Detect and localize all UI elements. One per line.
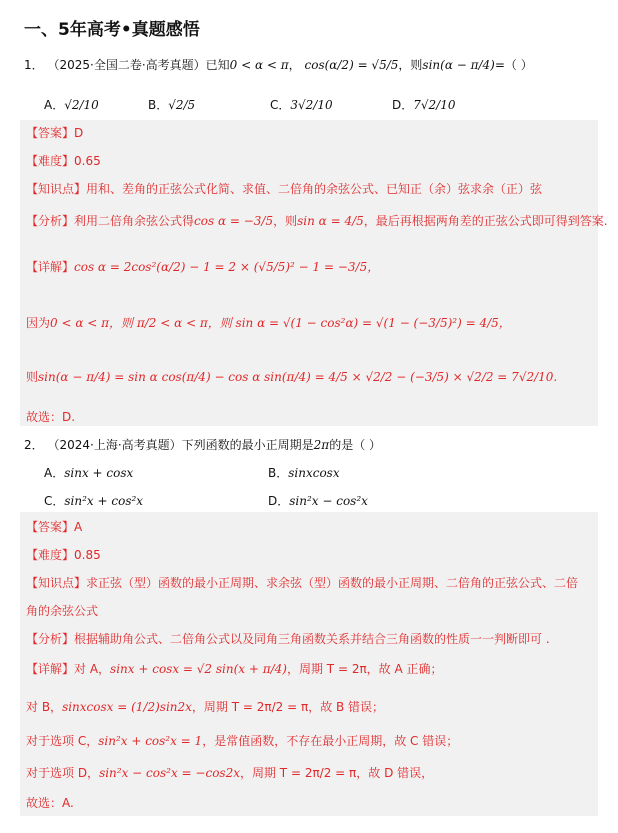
- option-b[interactable]: B．√2/5: [148, 98, 196, 112]
- question-number: 1．: [24, 58, 44, 72]
- answer-value: D: [74, 126, 84, 140]
- given-condition: cos(α/2) = √5/5: [304, 58, 399, 72]
- question-source: （2024·上海·高考真题）: [47, 438, 182, 452]
- detail-line-b: 对 B，sinxcosx = (1/2)sin2x，周期 T = 2π/2 = π，故 B 错误；: [26, 700, 385, 714]
- answer-value: A: [74, 520, 83, 534]
- detail-line-3: 则sin(α − π/4) = sin α cos(π/4) − cos α sin(π/4) = 4/5 × √2/2 − (−3/5) × √2/2 = 7√2/10.: [26, 370, 558, 384]
- detail-line-1: 【详解】cos α = 2cos²(α/2) − 1 = 2 × (√5/5)² − 1 = −3/5，: [26, 260, 380, 274]
- answer-line: 【答案】D: [26, 126, 84, 140]
- knowledge-line: 【知识点】求正弦（型）函数的最小正周期、求余弦（型）函数的最小正周期、二倍角的正弦公式、二倍: [26, 576, 579, 590]
- option-a[interactable]: A．sinx + cosx: [44, 466, 134, 480]
- difficulty-line: 【难度】0.85: [26, 548, 101, 562]
- detail-line-a: 【详解】对 A，sinx + cosx = √2 sin(x + π/4)，周期 T = 2π，故 A 正确；: [26, 662, 443, 676]
- question-1-stem: 1． （2025·全国二卷·高考真题）已知0 < α < π， cos(α/2) = √5/5，则sin(α − π/4)=（ ）: [24, 58, 533, 72]
- answer-line: 【答案】A: [26, 520, 83, 534]
- conclusion-line: 故选：D.: [26, 410, 76, 424]
- option-a[interactable]: A．√2/10: [44, 98, 99, 112]
- option-d[interactable]: D．7√2/10: [392, 98, 456, 112]
- difficulty-line: 【难度】0.65: [26, 154, 101, 168]
- section-title: 一、5年高考•真题感悟: [24, 20, 200, 40]
- difficulty-value: 0.65: [74, 154, 101, 168]
- detail-line-c: 对于选项 C，sin²x + cos²x = 1，是常值函数，不存在最小正周期，故 C 错误；: [26, 734, 459, 748]
- knowledge-line: 【知识点】用和、差角的正弦公式化简、求值、二倍角的余弦公式、已知正（余）弦求余（正）弦: [26, 182, 543, 196]
- knowledge-line-continued: 角的余弦公式: [26, 604, 99, 618]
- option-b[interactable]: B．sinxcosx: [268, 466, 340, 480]
- question-source: （2025·全国二卷·高考真题）: [47, 58, 206, 72]
- option-d[interactable]: D．sin²x − cos²x: [268, 494, 368, 508]
- detail-line-d: 对于选项 D，sin²x − cos²x = −cos2x，周期 T = 2π/2 = π，故 D 错误，: [26, 766, 434, 780]
- option-c[interactable]: C．3√2/10: [270, 98, 333, 112]
- analysis-line: 【分析】根据辅助角公式、二倍角公式以及同角三角函数关系并结合三角函数的性质一一判断即可 .: [26, 632, 550, 646]
- option-c[interactable]: C．sin²x + cos²x: [44, 494, 144, 508]
- condition-range: 0 < α < π: [229, 58, 289, 72]
- target-expression: sin(α − π/4): [422, 58, 495, 72]
- analysis-line: 【分析】利用二倍角余弦公式得cos α = −3/5，则sin α = 4/5，最后再根据两角差的正弦公式即可得到答案.: [26, 214, 608, 228]
- question-number: 2．: [24, 438, 44, 452]
- conclusion-line: 故选：A.: [26, 796, 74, 810]
- question-2-stem: 2． （2024·上海·高考真题）下列函数的最小正周期是2π的是（ ）: [24, 438, 382, 452]
- difficulty-value: 0.85: [74, 548, 101, 562]
- detail-line-2: 因为0 < α < π，则 π/2 < α < π，则 sin α = √(1 − cos²α) = √(1 − (−3/5)²) = 4/5，: [26, 316, 511, 330]
